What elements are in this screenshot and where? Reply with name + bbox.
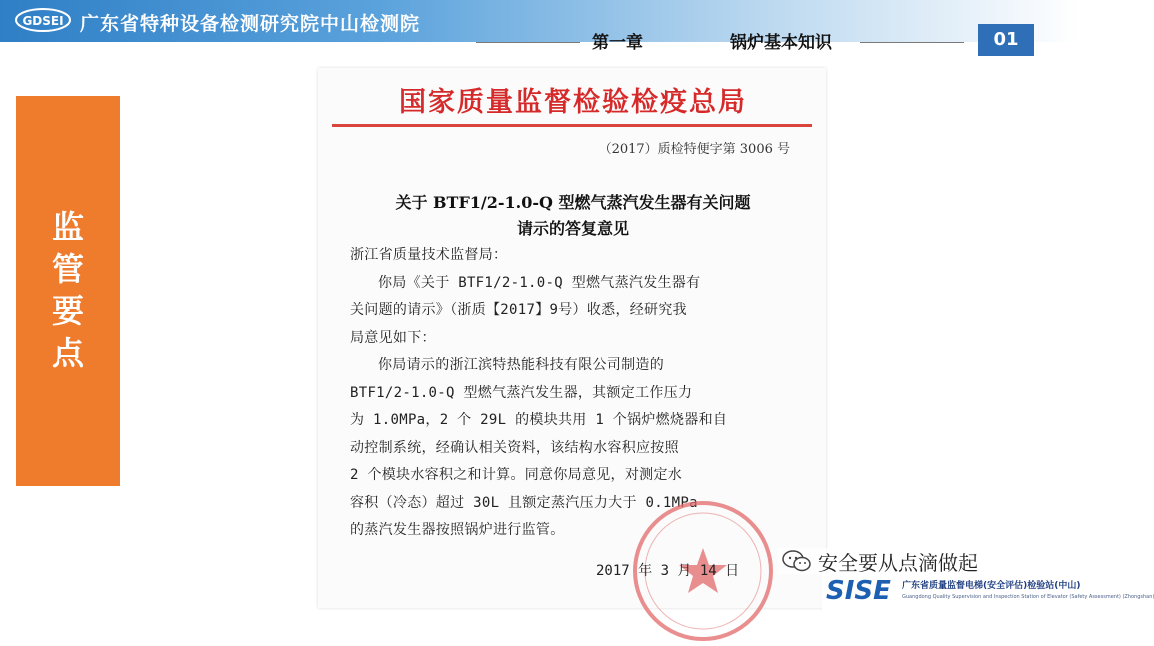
- document-line: 关问题的请示》（浙质【2017】9号）收悉，经研究我: [350, 302, 687, 318]
- document-line: BTF1/2-1.0-Q 型燃气蒸汽发生器，其额定工作压力: [350, 384, 693, 401]
- document-line: 动控制系统，经确认相关资料，该结构水容积应按照: [350, 439, 679, 456]
- document-issuer: 国家质量监督检验检疫总局: [399, 87, 747, 118]
- document-date: 2017 年 3 月 14 日: [596, 563, 740, 579]
- header-banner: [0, 0, 1080, 42]
- side-label-char: 要: [51, 292, 84, 330]
- wechat-watermark: [778, 548, 982, 574]
- document-line: 容积（冷态）超过 30L 且额定蒸汽压力大于 0.1MPa: [350, 494, 698, 511]
- station-name: 广东省质量监督电梯(安全评估)检验站(中山): [902, 581, 1081, 591]
- wechat-icon: [782, 550, 812, 572]
- org-name: 广东省特种设备检测研究院中山检测院: [80, 13, 421, 35]
- side-label-char: 管: [51, 250, 84, 288]
- document-line: 的蒸汽发生器按照锅炉进行监管。: [350, 522, 565, 538]
- header-rule-left: [476, 42, 580, 43]
- document-title: [338, 190, 808, 242]
- document-title-line: 关于 BTF1/2-1.0-Q 型燃气蒸汽发生器有关问题: [395, 193, 751, 212]
- document-line: 你局请示的浙江滨特热能科技有限公司制造的: [378, 357, 664, 373]
- document-line: 你局《关于 BTF1/2-1.0-Q 型燃气蒸汽发生器有: [378, 274, 701, 291]
- chapter-label: 第一章: [592, 33, 643, 53]
- document-title-line: 请示的答复意见: [516, 219, 629, 238]
- logo-text: GDSEI: [22, 14, 64, 28]
- sise-logo: SISE: [826, 576, 891, 606]
- page-number-badge: 01: [978, 24, 1034, 56]
- document-number: （2017）质检特便字第 3006 号: [598, 142, 790, 157]
- document-addressee: 浙江省质量技术监督局：: [350, 247, 508, 263]
- document-line: 2 个模块水容积之和计算。同意你局意见，对测定水: [350, 467, 683, 483]
- side-label-text: [16, 206, 120, 374]
- document-line: 局意见如下：: [350, 329, 436, 346]
- gdsei-logo-icon: [14, 6, 72, 34]
- scanned-document: [318, 68, 826, 608]
- wechat-account-name: 安全要从点滴做起: [818, 550, 978, 575]
- chapter-title: 锅炉基本知识: [730, 33, 832, 53]
- side-label-char: 点: [51, 334, 84, 372]
- document-red-divider: [332, 124, 812, 127]
- station-name-en: Guangdong Quality Supervision and Inspection Station of Elevator (Safety Assessment) (Zhongshan): [902, 594, 1154, 600]
- header-rule-right: [860, 42, 964, 43]
- side-label-char: 监: [51, 208, 84, 246]
- document-line: 为 1.0MPa，2 个 29L 的模块共用 1 个锅炉燃烧器和自: [350, 412, 728, 428]
- side-label-panel: [16, 96, 120, 486]
- station-watermark: [822, 574, 1154, 611]
